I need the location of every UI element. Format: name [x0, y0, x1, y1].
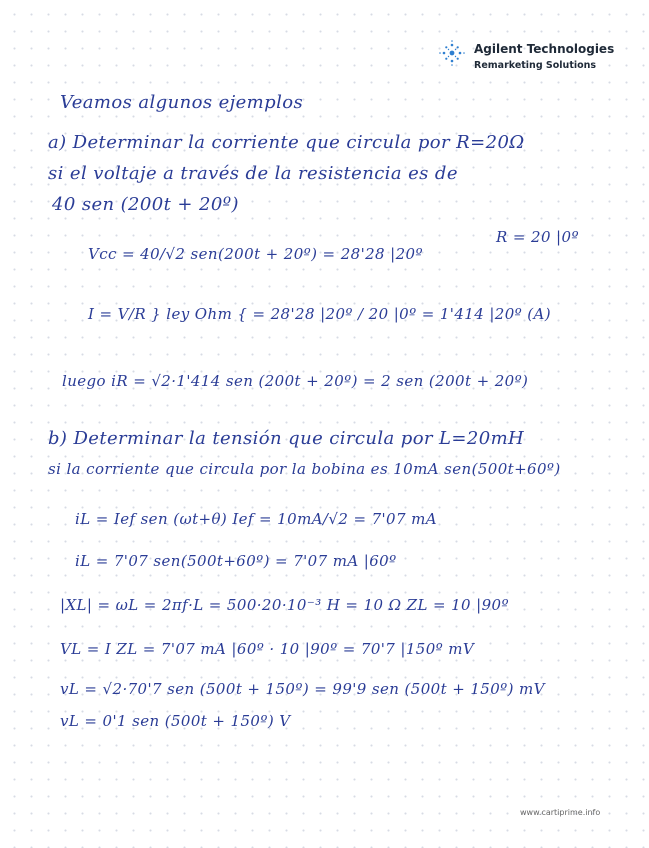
agilent-logo: [438, 39, 615, 77]
example-b-line-1: b) Determinar la tensión que circula por L=20mH: [48, 428, 525, 449]
example-a-line-2: si el voltaje a través de la resistencia es de: [48, 163, 458, 184]
notes-title: Veamos algunos ejemplos: [60, 92, 304, 113]
example-a-line-3: 40 sen (200t + 20º): [52, 194, 239, 215]
vcc-equation: Vcc = 40/√2 sen(200t + 20º) = 28'28 |20º: [88, 245, 423, 263]
ohm-law-equation: I = V/R } ley Ohm { = 28'28 |20º / 20 |0º = 1'414 |20º (A): [88, 305, 552, 323]
vl-phasor: VL = I ZL = 7'07 mA |60º · 10 |90º = 70'7 |150º mV: [60, 640, 475, 658]
vl-result: vL = 0'1 sen (500t + 150º) V: [60, 712, 291, 730]
il-phasor: iL = 7'07 sen(500t+60º) = 7'07 mA |60º: [75, 552, 397, 570]
example-b-line-2: si la corriente que circula por la bobina es 10mA sen(500t+60º): [48, 460, 561, 478]
brand-subtitle: Remarketing Solutions: [474, 60, 597, 71]
xl-equation: |XL| = ωL = 2πf·L = 500·20·10⁻³ H = 10 Ω ZL = 10 |90º: [60, 596, 509, 614]
resistance-value: R = 20 |0º: [496, 228, 579, 246]
example-a-line-1: a) Determinar la corriente que circula por R=20Ω: [48, 132, 525, 153]
current-result: luego iR = √2·1'414 sen (200t + 20º) = 2 sen (200t + 20º): [62, 372, 529, 390]
il-equation: iL = Ief sen (ωt+θ) Ief = 10mA/√2 = 7'07 mA: [75, 510, 437, 528]
vl-time-domain: vL = √2·70'7 sen (500t + 150º) = 99'9 sen (500t + 150º) mV: [60, 680, 545, 698]
footer-url: www.cartiprime.info: [520, 808, 601, 817]
brand-name: Agilent Technologies: [474, 42, 615, 56]
agilent-spark-icon: [438, 39, 466, 67]
